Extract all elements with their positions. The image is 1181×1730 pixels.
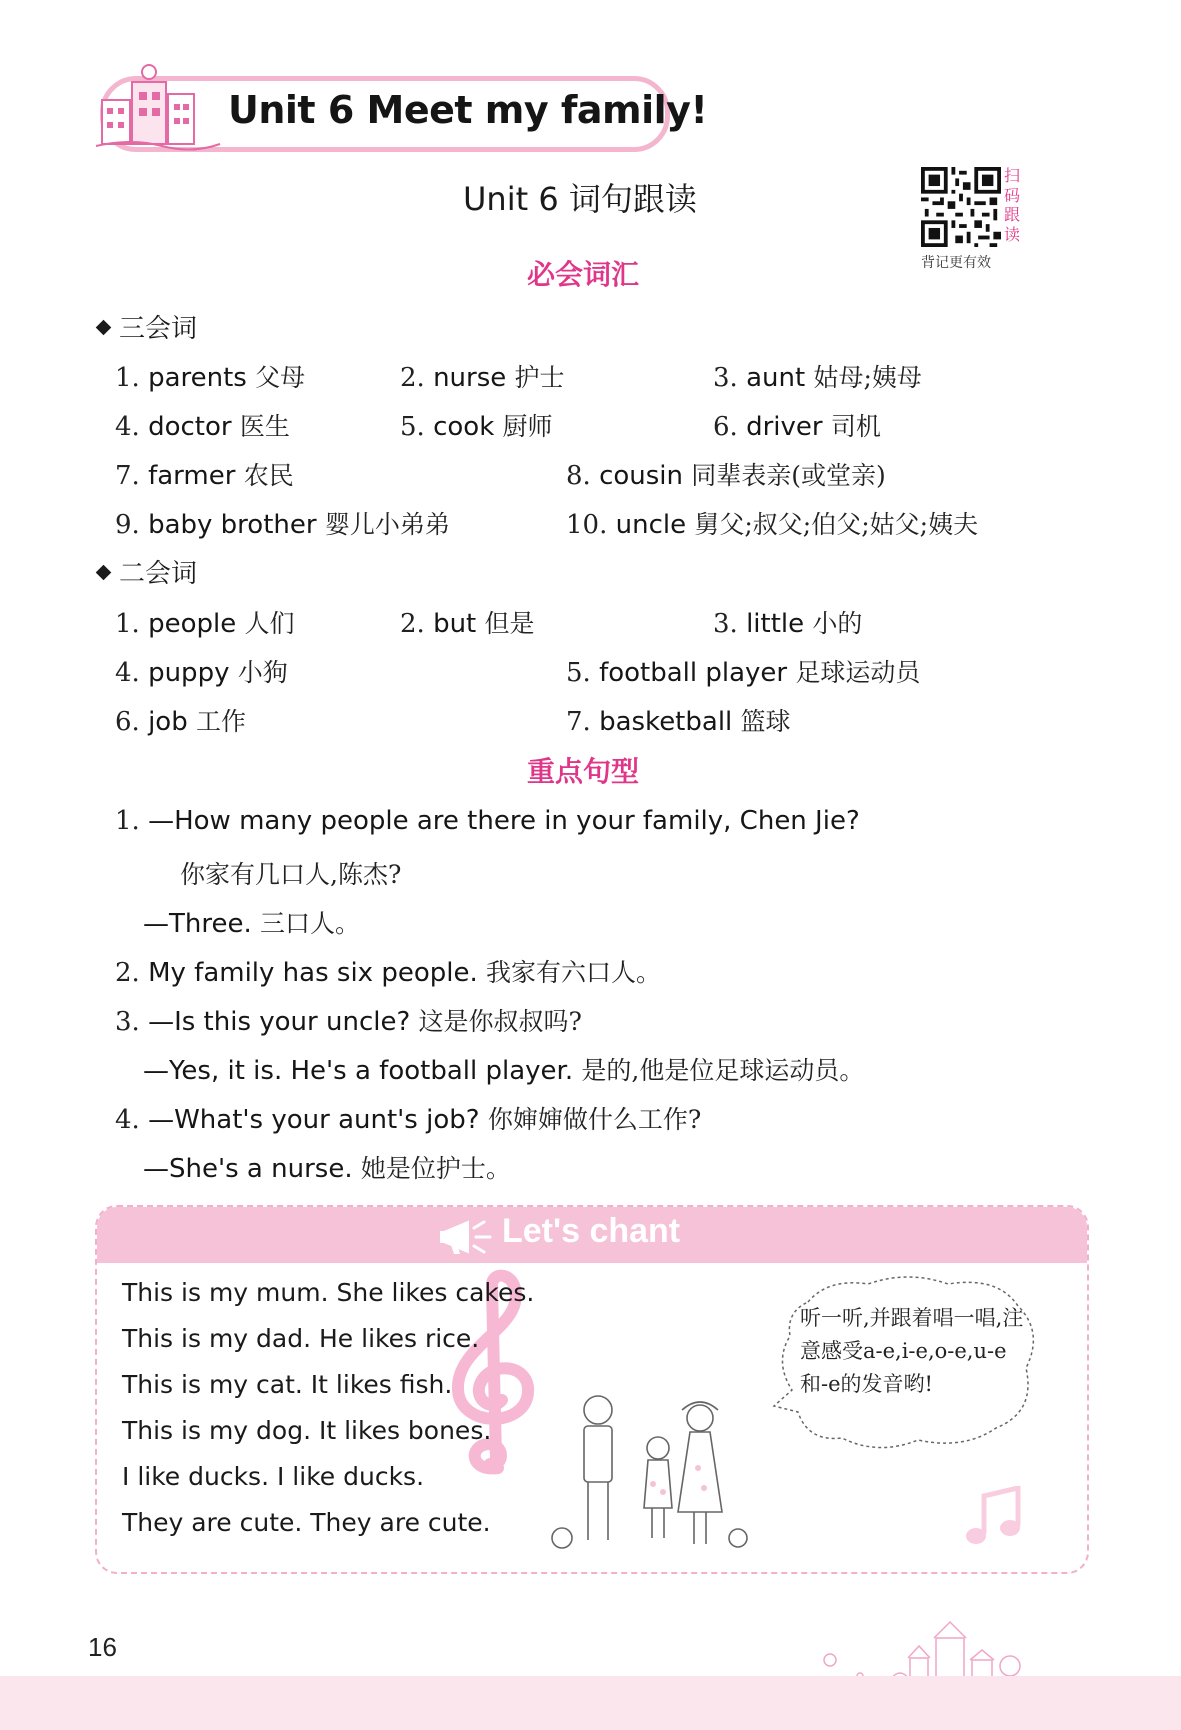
sentence-line: —Yes, it is. He's a football player. 是的,他是位足球运动员。 <box>143 1056 865 1086</box>
chant-title: Let's chant <box>502 1212 681 1250</box>
chant-line: This is my dog. It likes bones. <box>122 1416 492 1445</box>
chant-line: I like ducks. I like ducks. <box>122 1462 425 1491</box>
sentences-heading: 重点句型 <box>527 755 640 788</box>
family-illustration <box>538 1388 758 1558</box>
footer-houses-icon <box>810 1620 1070 1684</box>
sentence-line: 4. —What's your aunt's job? 你婶婶做什么工作? <box>115 1105 702 1135</box>
vocab-item: 1. people 人们 <box>115 609 295 639</box>
qr-side-char: 扫 <box>1004 166 1021 185</box>
vocab-item: 4. doctor 医生 <box>115 412 290 442</box>
chant-line: This is my cat. It likes fish. <box>122 1370 453 1399</box>
vocab-item: 8. cousin 同辈表亲(或堂亲) <box>566 461 886 491</box>
vocab-item: 2. nurse 护士 <box>400 363 565 393</box>
buildings-icon <box>92 60 222 156</box>
sentence-line: —She's a nurse. 她是位护士。 <box>143 1154 511 1184</box>
vocab-item: 9. baby brother 婴儿小弟弟 <box>115 510 450 540</box>
sentence-line: —Three. 三口人。 <box>143 909 361 939</box>
megaphone-icon <box>438 1214 496 1260</box>
qr-side-char: 读 <box>1004 224 1021 244</box>
qr-side-char: 码 <box>1004 185 1021 205</box>
vocab-item: 3. little 小的 <box>713 609 863 639</box>
music-note-icon <box>964 1486 1024 1550</box>
footer-band <box>0 1676 1181 1730</box>
qr-caption: 背记更有效 <box>921 255 991 271</box>
vocab-item: 1. parents 父母 <box>115 363 306 393</box>
sentence-line: 3. —Is this your uncle? 这是你叔叔吗? <box>115 1007 582 1037</box>
sentence-line: 你家有几口人,陈杰? <box>180 860 402 889</box>
chant-line: This is my dad. He likes rice. <box>122 1324 480 1353</box>
sentence-line: 1. —How many people are there in your family, Chen Jie? <box>115 806 860 836</box>
vocab-item: 5. football player 足球运动员 <box>566 658 921 688</box>
qr-side-label <box>1004 166 1024 244</box>
page-subtitle: Unit 6 词句跟读 <box>463 180 697 218</box>
vocab-item: 10. uncle 舅父;叔父;伯父;姑父;姨夫 <box>566 510 979 540</box>
vocab-item: 2. but 但是 <box>400 609 535 639</box>
qr-side-char: 跟 <box>1004 205 1021 224</box>
chant-line: This is my mum. She likes cakes. <box>122 1278 535 1307</box>
vocab-item: 5. cook 厨师 <box>400 412 553 442</box>
vocab-item: 4. puppy 小狗 <box>115 658 288 688</box>
sentence-line: 2. My family has six people. 我家有六口人。 <box>115 958 661 988</box>
unit-title: Unit 6 Meet my family! <box>228 88 708 132</box>
qr-code-icon[interactable] <box>921 167 1001 247</box>
vocab-heading: 必会词汇 <box>527 258 640 291</box>
vocab-item: 6. driver 司机 <box>713 412 881 442</box>
vocab-item: 7. basketball 篮球 <box>566 707 791 737</box>
chant-line: They are cute. They are cute. <box>122 1508 491 1537</box>
page-number: 16 <box>88 1632 117 1662</box>
vocab-item: 3. aunt 姑母;姨母 <box>713 363 922 393</box>
bubble-text: 听一听,并跟着唱一唱,注意感受a-e,i-e,o-e,u-e和-e的发音哟! <box>800 1306 1024 1396</box>
group-label-two: 二会词 <box>98 553 197 590</box>
vocab-item: 6. job 工作 <box>115 707 246 737</box>
vocab-item: 7. farmer 农民 <box>115 461 294 491</box>
group-label-three: 三会词 <box>98 308 197 345</box>
